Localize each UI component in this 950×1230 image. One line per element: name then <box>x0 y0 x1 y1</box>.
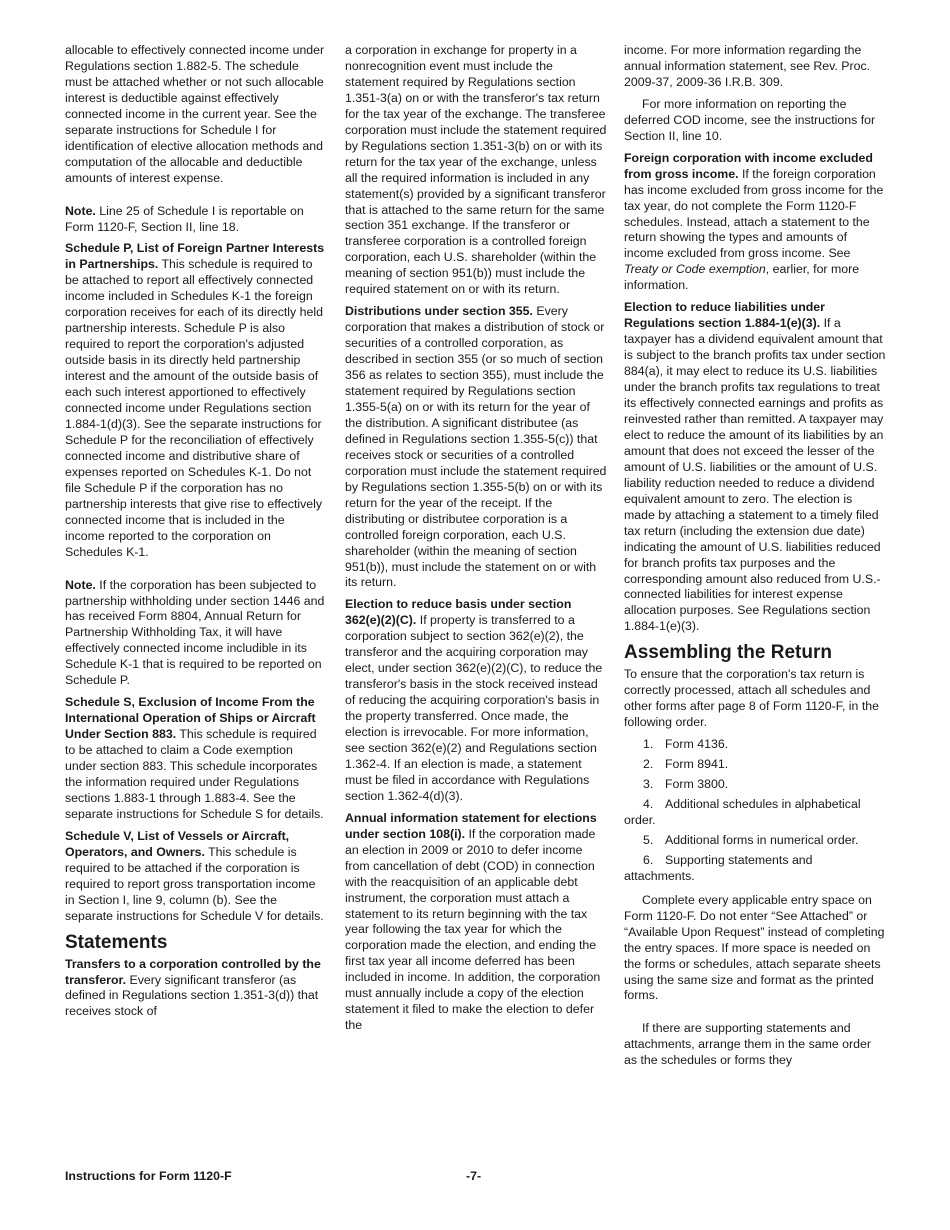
paragraph-distributions <box>345 304 607 591</box>
note-partnership-withholding <box>65 578 327 690</box>
paragraph-reduce-liabilities <box>624 300 886 635</box>
list-item: 5. Additional forms in numerical order. <box>643 832 859 847</box>
basis-election-heading: Election to reduce basis under section 362(e)(2)(C). <box>345 597 572 628</box>
paragraph-schedule-v <box>65 829 327 925</box>
reduce-liabilities-heading: Election to reduce liabilities under Regulations section 1.884-1(e)(3). <box>624 300 825 331</box>
list-item: 2. Form 8941. <box>643 757 729 772</box>
note-label: Note. <box>65 203 96 218</box>
schedule-s-heading: Schedule S, Exclusion of Income From the International Operation of Ships or Aircraft Under Section 883. <box>65 695 316 742</box>
footer-form-title: Instructions for Form 1120-F <box>65 1169 232 1183</box>
distributions-heading: Distributions under section 355. <box>345 304 533 319</box>
paragraph-interest-allocation: allocable to effectively connected income under Regulations section 1.882-5. The schedule must be attached whether or not such allocable interest is deductible against effectively connected income in the current year. See the separate instructions for Schedule I for identification of elective allocation methods and computation of the allocable and deductible amounts of interest expense. <box>65 43 325 185</box>
paragraph-deferred-cod: For more information on reporting the deferred COD income, see the instructions for Section II, line 10. <box>624 96 876 143</box>
schedule-v-heading: Schedule V, List of Vessels or Aircraft, Operators, and Owners. <box>65 828 290 859</box>
paragraph-transfers <box>65 957 327 1021</box>
list-item: 1. Form 4136. <box>643 737 729 752</box>
transfers-text: Every significant transferor (as defined in Regulations section 1.351-3(d)) that receives stock of <box>65 972 319 1019</box>
annual-statement-heading: Annual information statement for elections under section 108(i). <box>345 810 597 841</box>
foreign-excluded-tail: , earlier, for more information. <box>624 262 860 293</box>
paragraph-annual-continued: income. For more information regarding the annual information statement, see Rev. Proc. 2009-37, 2009-36 I.R.B. 309. <box>624 43 871 89</box>
schedule-p-text: This schedule is required to be attached to report all effectively connected income included in Schedules K-1 the foreign corporation receives for each of its directly held partnership interests. Schedule P is also required to report the corporation's adjusted outside basis in its directly held partnership interest and the amount of the outside basis of each such interest apportioned to effectively connected income under Regulations section 1.884-1(d)(3). See the separate instructions for Schedule P for the reconciliation of effectively connected income and distributive share of expenses reported on Schedules K-1. Do not file Schedule P if the corporation has no partnership interests that give rise to effectively connected income that is included in the income reported to the corporation on Schedules K-1. <box>65 257 323 559</box>
note-label: Note. <box>65 577 96 592</box>
paragraph-transfers-continued: a corporation in exchange for property in a nonrecognition event must include the statement required by Regulations section 1.351-3(a) on or with the transferor's tax return for the tax year of the exchange. The transferee corporation must include the statement required by Regulations section 1.351-3(b) on or with its return for the tax year of the exchange, unless all the required information is included in any statement(s) provided by a significant transferor that is attached to the same return for the same section 351 exchange. If the transferor or transferee corporation is a controlled foreign corporation, each U.S. shareholder (within the meaning of section 951(b)) must include the required statement on or with its return. <box>345 43 607 297</box>
section-heading-statements: Statements <box>65 931 168 953</box>
list-item: 3. Form 3800. <box>643 777 729 792</box>
distributions-text: Every corporation that makes a distribution of stock or securities of a controlled corporation, as described in section 355 (or so much of section 356 as relates to section 355), must include the statement required by Regulations section 1.355-5(a) on or with its return for the year of the distribution. A significant distributee (as defined in Regulations section 1.355-5(c)) that receives stock or securities of a controlled corporation must include the statement required by Regulations section 1.355-5(b) on or with its return for the year of the receipt. If the distributing or distributee corporation is a controlled foreign corporation, each U.S. shareholder (within the meaning of section 951(b)), must include the statement on or with its return. <box>345 304 607 590</box>
attachment-order-list <box>624 737 886 885</box>
page-number: -7- <box>466 1169 482 1183</box>
column-middle <box>345 43 607 1040</box>
list-item: 4. Additional schedules in alphabetical order. <box>624 796 861 827</box>
column-left <box>65 43 327 1026</box>
foreign-excluded-heading: Foreign corporation with income excluded from gross income. <box>624 150 873 181</box>
schedule-s-text: This schedule is required to be attached to claim a Code exemption under section 883. This schedule incorporates the information required under Regulations sections 1.883-1 through 1.883-4. See the separate instructions for Schedule S for details. <box>65 727 324 821</box>
paragraph-supporting-statements: If there are supporting statements and attachments, arrange them in the same order as the schedules or forms they <box>624 1021 872 1068</box>
schedule-p-heading: Schedule P, List of Foreign Partner Interests in Partnerships. <box>65 241 325 272</box>
foreign-excluded-text: If the foreign corporation has income excluded from gross income for the tax year, do not complete the Form 1120-F schedules. Instead, attach a statement to the return showing the types and amounts of income excluded from gross income. See <box>624 166 884 261</box>
reduce-liabilities-text: If a taxpayer has a dividend equivalent amount that is subject to the branch profits tax under section 884(a), it may elect to reduce its U.S. liabilities under the branch profits tax regulations to treat its effectively connected earnings and profits as reinvested rather than remitted. A taxpayer may elect to reduce the amount of its liabilities by an amount that does not exceed the lesser of the amount of U.S. liabilities or the amount of U.S. liability reduction needed to reduce a dividend equivalent amount to zero. The election is made by attaching a statement to a timely filed tax return (including the extension due date) indicating the amount of U.S. liabilities reduced for branch profits tax purposes and the corresponding amount also reduced from U.S.-connected liabilities for interest expense allocation purposes. See Regulations section 1.884-1(e)(3). <box>624 316 886 634</box>
paragraph-assembling-intro: To ensure that the corporation's tax return is correctly processed, attach all schedules and other forms after page 8 of Form 1120-F, in the following order. <box>624 667 879 730</box>
note-schedule-i <box>65 204 327 236</box>
column-right <box>624 43 886 1075</box>
list-item: 6. Supporting statements and attachments. <box>624 852 813 883</box>
schedule-v-text: This schedule is required to be attached if the corporation is required to report gross transportation income in Section I, line 9, column (b). See the separate instructions for Schedule V for details. <box>65 844 324 923</box>
paragraph-complete-entries: Complete every applicable entry space on Form 1120-F. Do not enter “See Attached” or “Available Upon Request” instead of completing the entry spaces. If more space is needed on the forms or schedules, attach separate sheets using the same size and format as the printed forms. <box>624 892 885 1003</box>
paragraph-basis-election <box>345 597 607 804</box>
paragraph-foreign-excluded <box>624 151 886 295</box>
paragraph-schedule-s <box>65 695 327 823</box>
treaty-reference: Treaty or Code exemption <box>624 262 766 277</box>
note-text: If the corporation has been subjected to partnership withholding under section 1446 and has received Form 8804, Annual Return for Partnership Withholding Tax, it will have effectively connected income includible in its Schedule K-1 that is required to be reported on Schedule P. <box>65 577 325 688</box>
transfers-heading: Transfers to a corporation controlled by the transferor. <box>65 956 321 987</box>
paragraph-schedule-p <box>65 241 327 560</box>
basis-election-text: If property is transferred to a corporation subject to section 362(e)(2), the transferor and the acquiring corporation may elect, under section 362(e)(2)(C), to reduce the transferor's basis in the stock received instead of reducing the acquiring corporation's basis in the property transferred. Once made, the election is irrevocable. For more information, see section 362(e)(2) and Regulations section 1.362-4. If an election is made, a statement must be filed in accordance with Regulations section 1.362-4(d)(3). <box>345 613 603 803</box>
annual-statement-text: If the corporation made an election in 2009 or 2010 to defer income from cancellation of debt (COD) in connection with the reacquisition of an applicable debt instrument, the corporation must attach a statement to its return beginning with the tax year following the tax year for which the corporation made the election, and ending the first tax year all income deferred has been included in income. In addition, the corporation must annually include a copy of the election statement it filed to make the election to defer the <box>345 826 601 1033</box>
note-text: Line 25 of Schedule I is reportable on Form 1120-F, Section II, line 18. <box>65 203 304 234</box>
paragraph-annual-statement <box>345 811 607 1034</box>
section-heading-assembling: Assembling the Return <box>624 642 832 664</box>
